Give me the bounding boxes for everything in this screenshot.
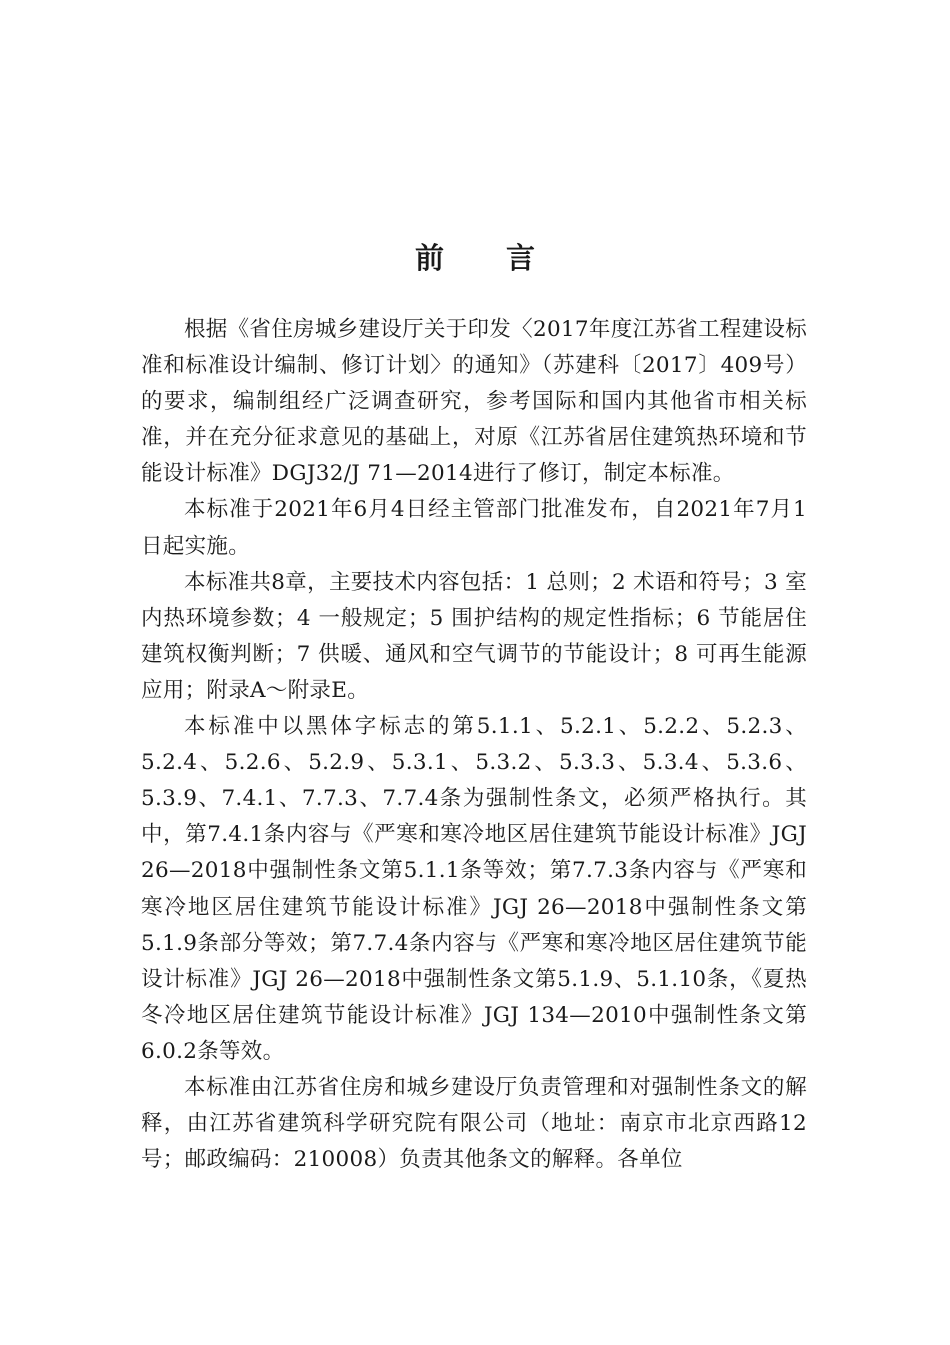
paragraph-basis: 根据《省住房城乡建设厅关于印发〈2017年度江苏省工程建设标准和标准设计编制、修订计划〉的通知》（苏建科〔2017〕409号）的要求，编制组经广泛调查研究，参考国际和国内其他省市相关标准，并在充分征求意见的基础上，对原《江苏省居住建筑热环境和节能设计标准》DGJ32/J 71—2014进行了修订，制定本标准。 (141, 317, 807, 487)
paragraph-contents: 本标准共8章，主要技术内容包括：1 总则；2 术语和符号；3 室内热环境参数；4 一般规定；5 围护结构的规定性指标；6 节能居住建筑权衡判断；7 供暖、通风和空气调节的节能设计；8 可再生能源应用；附录A～附录E。 (141, 569, 807, 703)
preface-body (141, 312, 807, 1178)
page-title: 前 言 (414, 241, 562, 275)
paragraph-interpretation: 本标准由江苏省住房和城乡建设厅负责管理和对强制性条文的解释，由江苏省建筑科学研究院有限公司（地址：南京市北京西路12号；邮政编码：210008）负责其他条文的解释。各单位 (141, 1074, 807, 1173)
paragraph-mandatory-clauses: 本标准中以黑体字标志的第5.1.1、5.2.1、5.2.2、5.2.3、5.2.4、5.2.6、5.2.9、5.3.1、5.3.2、5.3.3、5.3.4、5.3.6、5.3.9、7.4.1、7.7.3、7.7.4条为强制性条文，必须严格执行。其中，第7.4.1条内容与《严寒和寒冷地区居住建筑节能设计标准》JGJ 26—2018中强制性条文第5.1.1条等效；第7.7.3条内容与《严寒和寒冷地区居住建筑节能设计标准》JGJ 26—2018中强制性条文第5.1.9条部分等效；第7.7.4条内容与《严寒和寒冷地区居住建筑节能设计标准》JGJ 26—2018中强制性条文第5.1.9、5.1.10条，《夏热冬冷地区居住建筑节能设计标准》JGJ 134—2010中强制性条文第6.0.2条等效。 (141, 714, 807, 1064)
paragraph-effective-date: 本标准于2021年6月4日经主管部门批准发布，自2021年7月1日起实施。 (141, 497, 807, 559)
